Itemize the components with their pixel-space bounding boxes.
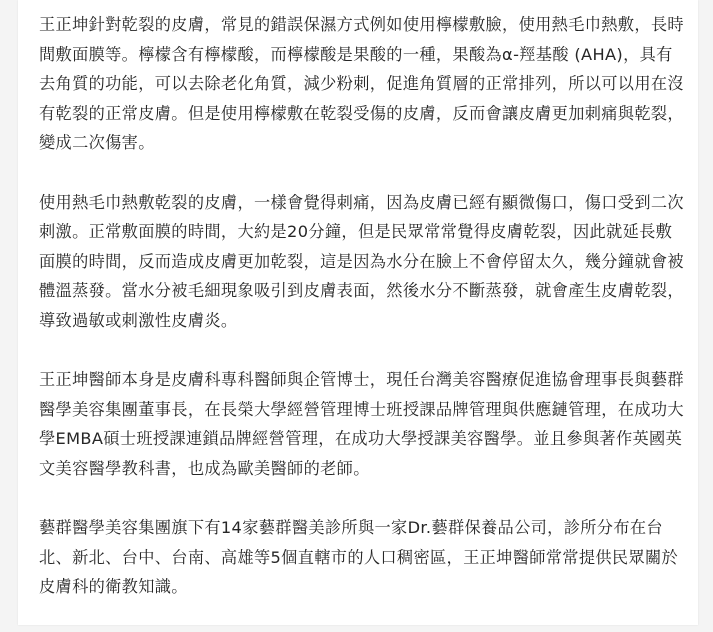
- article-page: [18, 0, 698, 625]
- article-paragraph-4: 藝群醫學美容集團旗下有14家藝群醫美診所與一家Dr.藝群保養品公司，診所分布在台北、新北、台中、台南、高雄等5個直轄市的人口稠密區，王正坤醫師常常提供民眾關於皮膚科的衛教知識。: [39, 518, 679, 596]
- article-paragraph-2: 使用熱毛巾熱敷乾裂的皮膚，一樣會覺得刺痛，因為皮膚已經有顯微傷口，傷口受到二次刺激。正常敷面膜的時間，大約是20分鐘，但是民眾常常覺得皮膚乾裂，因此就延長敷面膜的時間，反而造成皮膚更加乾裂，這是因為水分在臉上不會停留太久，幾分鐘就會被體溫蒸發。當水分被毛細現象吸引到皮膚表面，然後水分不斷蒸發，就會產生皮膚乾裂，導致過敏或刺激性皮膚炎。: [39, 192, 684, 330]
- article-body: [39, 10, 684, 632]
- article-paragraph-3: 王正坤醫師本身是皮膚科專科醫師與企管博士，現任台灣美容醫療促進協會理事長與藝群醫學美容集團董事長，在長榮大學經營管理博士班授課品牌管理與供應鏈管理，在成功大學EMBA碩士班授課連鎖品牌經營管理，在成功大學授課美容醫學。並且參與著作英國英文美容醫學教科書，也成為歐美醫師的老師。: [39, 370, 684, 478]
- article-paragraph-1: 王正坤針對乾裂的皮膚，常見的錯誤保濕方式例如使用檸檬敷臉，使用熱毛巾熱敷，長時間敷面膜等。檸檬含有檸檬酸，而檸檬酸是果酸的一種，果酸為α-羥基酸 (AHA)，具有去角質的功能，可以去除老化角質，減少粉刺，促進角質層的正常排列，所以可以用在沒有乾裂的正常皮膚。但是使用檸檬敷在乾裂受傷的皮膚，反而會讓皮膚更加刺痛與乾裂，變成二次傷害。: [39, 15, 684, 152]
